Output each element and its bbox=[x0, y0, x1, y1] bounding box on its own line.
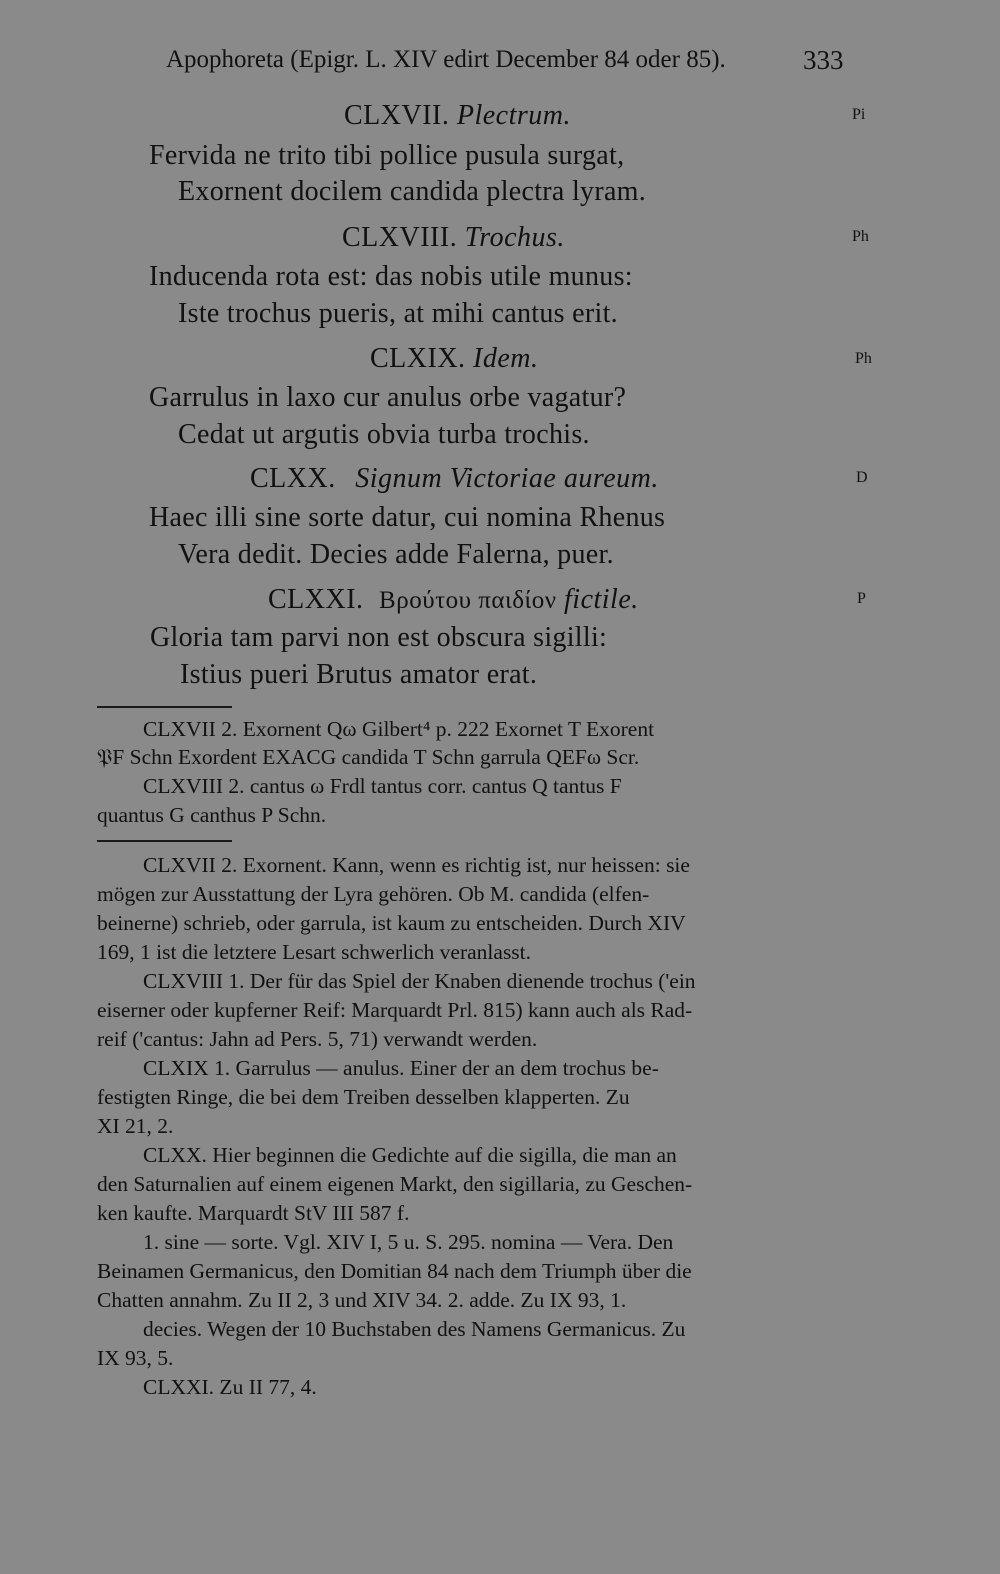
verse-line: Inducenda rota est: das nobis utile munus: bbox=[149, 261, 633, 292]
verse-line: Garrulus in laxo cur anulus orbe vagatur? bbox=[149, 382, 627, 413]
poem-title-greek: Βρούτου παιδίον bbox=[379, 587, 557, 614]
apparatus-line: CLXVII 2. Exornent Qω Gilbert⁴ p. 222 Exornet T Exorent bbox=[143, 717, 655, 741]
poem-number: CLXX. bbox=[250, 463, 336, 494]
poem-heading bbox=[344, 100, 571, 132]
verse-line: Istius pueri Brutus amator erat. bbox=[180, 659, 538, 690]
commentary-line: mögen zur Ausstattung der Lyra gehören. Ob M. candida (elfen- bbox=[97, 882, 650, 906]
poem-heading bbox=[342, 222, 565, 254]
poem-title: fictile. bbox=[564, 584, 639, 615]
verse-line: Cedat ut argutis obvia turba trochis. bbox=[178, 419, 590, 450]
poem-title: Signum Victoriae aureum. bbox=[355, 463, 659, 494]
commentary-line: beinerne) schrieb, oder garrula, ist kaum zu entscheiden. Durch XIV bbox=[97, 911, 686, 935]
commentary-line: CLXX. Hier beginnen die Gedichte auf die sigilla, die man an bbox=[143, 1143, 677, 1167]
verse-line: Haec illi sine sorte datur, cui nomina Rhenus bbox=[149, 502, 666, 533]
poem-title: Plectrum. bbox=[456, 100, 572, 131]
apparatus-divider bbox=[97, 706, 232, 708]
apparatus-line: 𝔓F Schn Exordent EXACG candida T Schn garrula QEFω Scr. bbox=[97, 745, 640, 769]
commentary-line: Chatten annahm. Zu II 2, 3 und XIV 34. 2. adde. Zu IX 93, 1. bbox=[97, 1288, 627, 1312]
commentary-line: CLXXI. Zu II 77, 4. bbox=[143, 1375, 317, 1399]
poem-title: Idem. bbox=[473, 343, 539, 374]
commentary-line: 1. sine — sorte. Vgl. XIV I, 5 u. S. 295. nomina — Vera. Den bbox=[143, 1230, 674, 1254]
commentary-line: reif ('cantus: Jahn ad Pers. 5, 71) verwandt werden. bbox=[97, 1027, 538, 1051]
verse-line: Fervida ne trito tibi pollice pusula surgat, bbox=[149, 140, 625, 171]
commentary-line: decies. Wegen der 10 Buchstaben des Namens Germanicus. Zu bbox=[143, 1317, 686, 1341]
poem-heading bbox=[370, 343, 539, 375]
manuscript-siglum: Ph bbox=[852, 228, 869, 245]
manuscript-siglum: Ph bbox=[855, 350, 872, 367]
manuscript-siglum: P bbox=[857, 590, 866, 607]
verse-line: Gloria tam parvi non est obscura sigilli: bbox=[150, 622, 608, 653]
manuscript-siglum: D bbox=[856, 469, 868, 486]
verse-line: Iste trochus pueris, at mihi cantus erit. bbox=[178, 298, 618, 329]
verse-line: Vera dedit. Decies adde Falerna, puer. bbox=[178, 539, 614, 570]
poem-title: Trochus. bbox=[464, 222, 565, 253]
poem-number: CLXIX. bbox=[370, 343, 466, 374]
manuscript-siglum: Pi bbox=[852, 106, 866, 123]
verse-line: Exornent docilem candida plectra lyram. bbox=[178, 176, 647, 207]
commentary-line: den Saturnalien auf einem eigenen Markt, den sigillaria, zu Geschen- bbox=[97, 1172, 693, 1196]
commentary-line: 169, 1 ist die letztere Lesart schwerlich veranlasst. bbox=[97, 940, 532, 964]
poem-number: CLXXI. bbox=[268, 584, 364, 615]
commentary-line: festigten Ringe, die bei dem Treiben desselben klapperten. Zu bbox=[97, 1085, 630, 1109]
apparatus-line: quantus G canthus P Schn. bbox=[97, 803, 327, 827]
commentary-divider bbox=[97, 840, 232, 842]
commentary-line: CLXIX 1. Garrulus — anulus. Einer der an dem trochus be- bbox=[143, 1056, 659, 1080]
commentary-line: eiserner oder kupferner Reif: Marquardt Prl. 815) kann auch als Rad- bbox=[97, 998, 693, 1022]
running-title: Apophoreta (Epigr. L. XIV edirt December 84 oder 85). bbox=[166, 46, 726, 73]
apparatus-line: CLXVIII 2. cantus ω Frdl tantus corr. cantus Q tantus F bbox=[143, 774, 622, 798]
commentary-line: ken kaufte. Marquardt StV III 587 f. bbox=[97, 1201, 410, 1225]
poem-number: CLXVIII. bbox=[342, 222, 458, 253]
page-number: 333 bbox=[803, 45, 844, 75]
poem-heading bbox=[268, 584, 639, 616]
poem-heading bbox=[250, 463, 659, 495]
poem-number: CLXVII. bbox=[344, 100, 450, 131]
commentary-line: CLXVII 2. Exornent. Kann, wenn es richtig ist, nur heissen: sie bbox=[143, 853, 690, 877]
commentary-line: XI 21, 2. bbox=[97, 1114, 174, 1138]
commentary-line: CLXVIII 1. Der für das Spiel der Knaben dienende trochus ('ein bbox=[143, 969, 696, 993]
commentary-line: IX 93, 5. bbox=[97, 1346, 174, 1370]
commentary-line: Beinamen Germanicus, den Domitian 84 nach dem Triumph über die bbox=[97, 1259, 692, 1283]
